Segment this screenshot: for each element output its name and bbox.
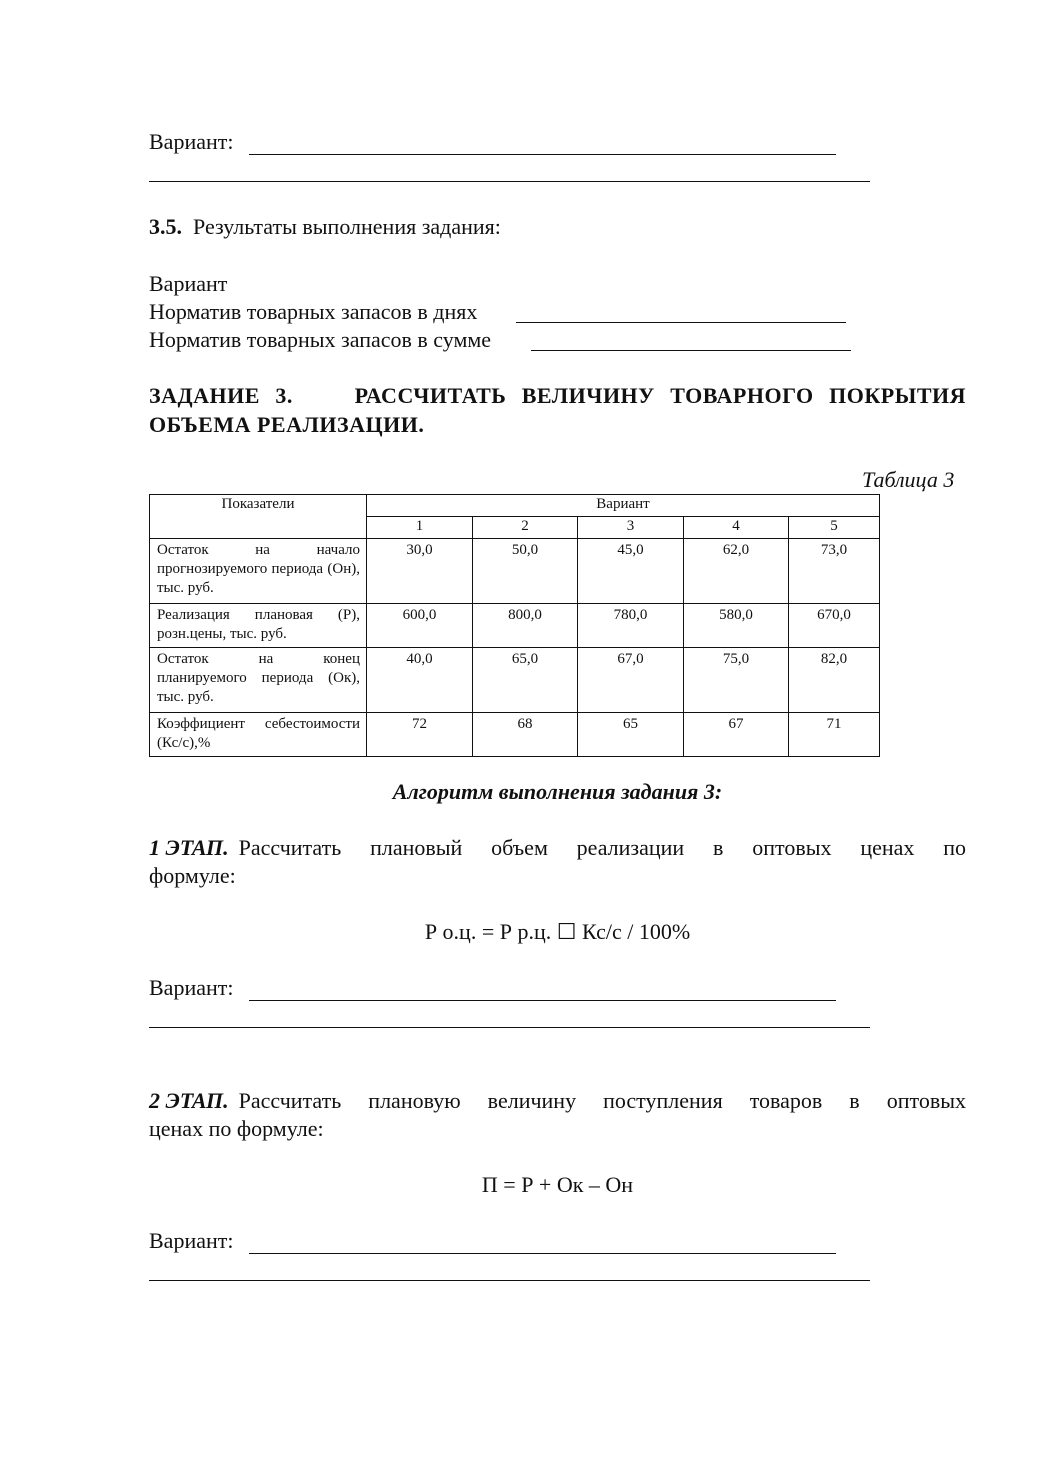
answer-line-top-2[interactable] — [149, 181, 870, 182]
table-cell: 62,0 — [684, 539, 789, 604]
table-row — [150, 648, 880, 713]
algorithm-title: Алгоритм выполнения задания 3: — [392, 779, 723, 804]
table-cell: 40,0 — [367, 648, 473, 713]
stage2-text: Рассчитать плановую величину поступления товаров в оптовых — [238, 1088, 966, 1113]
stage1-formula: Р о.ц. = Р р.ц. ☐ Кс/с / 100% — [424, 919, 691, 944]
row-label: Остаток на конец планируемого периода (Ок), тыс. руб. — [150, 648, 367, 713]
table-header-row — [150, 495, 880, 517]
answer-line-stage2-1[interactable] — [249, 1253, 836, 1254]
task-heading-line1: ЗАДАНИЕ 3. РАССЧИТАТЬ ВЕЛИЧИНУ ТОВАРНОГО ПОКРЫТИЯ — [149, 383, 966, 408]
table-cell: 72 — [367, 713, 473, 757]
stage1-line1 — [149, 834, 966, 862]
stage2-text-line2: ценах по формуле: — [149, 1116, 324, 1141]
section-title: Результаты выполнения задания: — [193, 214, 501, 239]
variant-group-header: Вариант — [367, 495, 880, 517]
section-number: 3.5. — [149, 214, 182, 239]
table-cell: 65 — [578, 713, 684, 757]
data-table — [149, 494, 880, 757]
table-cell: 67 — [684, 713, 789, 757]
indicators-header: Показатели — [150, 495, 367, 539]
table-cell: 71 — [789, 713, 880, 757]
stage1-label: 1 ЭТАП. — [149, 835, 229, 860]
row-label: Остаток на начало прогнозируемого периода (Он), тыс. руб. — [150, 539, 367, 604]
answer-line-stage1-2[interactable] — [149, 1027, 870, 1028]
table-cell: 800,0 — [473, 604, 578, 648]
variant-label-top: Вариант: — [149, 129, 234, 154]
stage2-line1 — [149, 1087, 966, 1115]
task-heading-line2: ОБЪЕМА РЕАЛИЗАЦИИ. — [149, 412, 425, 437]
table-row — [150, 604, 880, 648]
stage2-label: 2 ЭТАП. — [149, 1088, 229, 1113]
table-cell: 65,0 — [473, 648, 578, 713]
stage1-text-line2: формуле: — [149, 863, 236, 888]
variant-number: 5 — [789, 517, 880, 539]
table-cell: 75,0 — [684, 648, 789, 713]
table-cell: 82,0 — [789, 648, 880, 713]
sum-norm-label: Норматив товарных запасов в сумме — [149, 327, 492, 352]
row-label: Коэффициент себестоимости (Кс/с),% — [150, 713, 367, 757]
variant-number: 2 — [473, 517, 578, 539]
table-cell: 580,0 — [684, 604, 789, 648]
table-cell: 780,0 — [578, 604, 684, 648]
table-row — [150, 539, 880, 604]
section-3-5-heading — [149, 213, 501, 241]
sum-norm-line[interactable] — [531, 350, 851, 351]
variant-number: 4 — [684, 517, 789, 539]
row-label: Реализация плановая (Р), розн.цены, тыс. руб. — [150, 604, 367, 648]
variant-number: 1 — [367, 517, 473, 539]
table-row — [150, 713, 880, 757]
answer-line-stage2-2[interactable] — [149, 1280, 870, 1281]
variant-number: 3 — [578, 517, 684, 539]
table-cell: 600,0 — [367, 604, 473, 648]
variant-label-stage2: Вариант: — [149, 1228, 234, 1253]
table-cell: 50,0 — [473, 539, 578, 604]
days-norm-label: Норматив товарных запасов в днях — [149, 299, 478, 324]
days-norm-line[interactable] — [516, 322, 846, 323]
stage2-formula: П = Р + Ок – Он — [481, 1172, 634, 1197]
results-variant-label: Вариант — [149, 271, 228, 296]
variant-label-stage1: Вариант: — [149, 975, 234, 1000]
answer-line-top-1[interactable] — [249, 154, 836, 155]
table-cell: 670,0 — [789, 604, 880, 648]
table-cell: 30,0 — [367, 539, 473, 604]
table-cell: 45,0 — [578, 539, 684, 604]
table-cell: 68 — [473, 713, 578, 757]
answer-line-stage1-1[interactable] — [249, 1000, 836, 1001]
stage1-text: Рассчитать плановый объем реализации в оптовых ценах по — [238, 835, 966, 860]
table-caption: Таблица 3 — [862, 467, 955, 492]
table-cell: 67,0 — [578, 648, 684, 713]
table-cell: 73,0 — [789, 539, 880, 604]
